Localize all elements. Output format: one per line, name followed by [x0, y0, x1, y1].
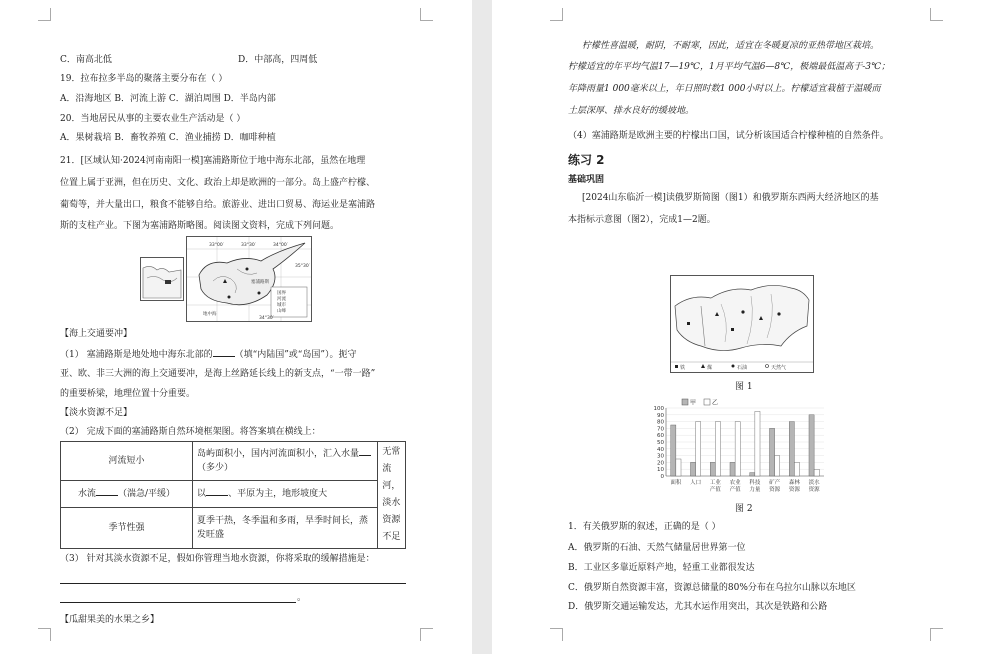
cell-text: 岛屿面积小，国内河流面积小，汇入水量: [197, 449, 360, 460]
table-cell: [193, 480, 378, 508]
question-21-line3: 葡萄等，并大量出口，粮食不能够自给。旅游业、进出口贸易、海运业是塞浦路: [60, 200, 376, 210]
x-tick-label: 矿产资源: [769, 480, 781, 493]
bar-甲: [671, 425, 676, 476]
bar-乙: [715, 422, 720, 476]
bar-乙: [735, 422, 740, 476]
indicator-bar-chart: [648, 396, 830, 498]
crop-mark: [930, 8, 943, 21]
crop-mark: [550, 8, 563, 21]
cell-text: 以: [197, 489, 207, 500]
table-row: [61, 480, 406, 508]
question-1-option-b: B．工业区多靠近原料产地，轻重工业都很发达: [568, 563, 755, 573]
y-tick-label: 30: [657, 453, 664, 460]
legend-label: 石油: [737, 365, 748, 371]
part1-text-a: （1） 塞浦路斯是地处地中海东北部的: [60, 350, 213, 360]
intro-line2: 本指标示意图（图2），完成1—2题。: [568, 215, 716, 225]
subsection-title: 基础巩固: [568, 175, 605, 185]
answer-blank-2[interactable]: [359, 446, 371, 456]
left-page: [0, 0, 472, 654]
table-cell: [61, 480, 193, 508]
table-cell-result: 无常流河，淡水资源不足: [378, 442, 406, 549]
part1-text-b: （填“内陆国”或“岛国”）。扼守: [234, 350, 357, 360]
x-tick-label: 科技力量: [749, 480, 761, 493]
bar-乙: [814, 469, 819, 476]
bar-甲: [789, 422, 794, 476]
section-sea-traffic: 【海上交通要冲】: [60, 329, 133, 339]
bar-甲: [730, 462, 735, 476]
crop-mark: [550, 628, 563, 641]
lemon-line2: 柠檬适宜的年平均气温17—19℃，1月平均气温6—8℃，极端最低温高于-3℃；: [568, 62, 891, 72]
answer-blank-1[interactable]: [213, 347, 235, 357]
table-cell: 季节性强: [61, 508, 193, 549]
russia-map: [670, 275, 814, 373]
answer-blank-4[interactable]: [206, 486, 228, 496]
y-tick-label: 100: [653, 406, 664, 412]
map-label: 34°30′: [259, 316, 274, 321]
section-title: 练习 2: [568, 153, 605, 167]
cell-text: 、平原为主，地形坡度大: [228, 489, 328, 500]
map-label: 塞浦路斯: [251, 280, 269, 285]
part1-line2: 亚、欧、非三大洲的海上交通要冲，是海上丝路延长线上的新支点，“一带一路”: [60, 369, 376, 379]
question-1-option-d: D．俄罗斯交通运输发达，尤其水运作用突出，其次是铁路和公路: [568, 602, 828, 612]
legend-label: 天然气: [771, 365, 787, 371]
crop-mark: [930, 628, 943, 641]
table-cell: 夏季干热，冬季温和多雨，旱季时间长，蒸发旺盛: [193, 508, 378, 549]
legend-label: 乙: [712, 399, 719, 407]
y-tick-label: 60: [657, 433, 664, 440]
part3-instruction: （3） 针对其淡水资源不足，假如你管理当地水资源，你将采取的缓解措施是：: [60, 554, 375, 564]
legend-label: 山峰: [277, 309, 286, 314]
chart-bars: [671, 411, 820, 476]
bar-甲: [710, 462, 715, 476]
cell-text: （多少）: [197, 463, 234, 474]
bar-甲: [690, 462, 695, 476]
chart-legend: [682, 399, 718, 407]
map-label: 33°30′: [241, 243, 256, 248]
x-tick-label: 淡水资源: [808, 480, 820, 493]
legend-label: 煤: [707, 365, 713, 371]
intro-line1: [2024山东临沂一模]读俄罗斯简图（图1）和俄罗斯东西两大经济地区的基: [582, 193, 879, 203]
lemon-line3: 年降雨量1 000毫米以上，年日照时数1 000小时以上。柠檬适宜栽植于温暖而: [568, 84, 881, 94]
crop-mark: [420, 628, 433, 641]
question-19-options: A．沿海地区 B．河流上游 C．湖泊周围 D．半岛内部: [60, 94, 276, 104]
environment-framework-table: [60, 441, 406, 549]
legend-label: 河流: [277, 297, 286, 302]
y-tick-label: 70: [657, 426, 664, 433]
part1-line3: 的重要桥梁，地理位置十分重要。: [60, 389, 196, 399]
x-tick-label: 农业产值: [729, 480, 741, 493]
question-1-option-c: C．俄罗斯自然资源丰富，资源总储量的80%分布在乌拉尔山脉以东地区: [568, 583, 856, 593]
x-tick-label: 工业产值: [709, 480, 721, 493]
bar-乙: [696, 422, 701, 476]
locator-inset-map: [140, 257, 184, 301]
question-20-options: A．果树栽培 B．畜牧养殖 C．渔业捕捞 D．咖啡种植: [60, 133, 276, 143]
y-tick-label: 80: [657, 419, 664, 426]
option-c: C．南高北低: [60, 55, 112, 65]
question-1-option-a: A．俄罗斯的石油、天然气储量居世界第一位: [568, 543, 746, 553]
crop-mark: [420, 8, 433, 21]
map-label: 33°00′: [209, 243, 224, 248]
question-21-line2: 位置上属于亚洲，但在历史、文化、政治上却是欧洲的一部分。岛上盛产柠檬、: [60, 178, 376, 188]
x-tick-label: 森林资源: [788, 480, 800, 493]
chart-grid: [666, 408, 824, 476]
part1-line1: [60, 347, 357, 361]
question-21-line4: 斯的支柱产业。下图为塞浦路斯略图。阅读图文资料，完成下列问题。: [60, 221, 340, 231]
bar-乙: [794, 462, 799, 476]
answer-end-mark: 。: [297, 593, 307, 603]
crop-mark: [38, 8, 51, 21]
figure2-caption: 图 2: [735, 504, 753, 514]
table-row: [61, 442, 406, 481]
y-tick-label: 90: [657, 412, 664, 419]
legend-label: 城市: [277, 303, 286, 308]
question-4: （4）塞浦路斯是欧洲主要的柠檬出口国，试分析该国适合柠檬种植的自然条件。: [568, 131, 889, 141]
legend-label: 国界: [277, 291, 286, 296]
option-d: D．中部高，四周低: [238, 55, 318, 65]
table-row: [61, 508, 406, 549]
y-tick-label: 40: [657, 446, 664, 453]
x-tick-label: 人口: [690, 480, 702, 486]
crop-mark: [38, 628, 51, 641]
y-tick-label: 20: [657, 460, 664, 467]
bar-乙: [775, 456, 780, 476]
section-fruit: 【瓜甜果美的水果之乡】: [60, 615, 160, 625]
map-label: 35°30′: [295, 264, 310, 269]
bar-甲: [769, 428, 774, 476]
lemon-line1: 柠檬性喜温暖，耐阴，不耐寒，因此，适宜在冬暖夏凉的亚热带地区栽培。: [582, 41, 880, 51]
legend-label: 铁: [680, 365, 686, 371]
table-cell: [193, 442, 378, 481]
question-1: 1．有关俄罗斯的叙述，正确的是（ ）: [568, 522, 721, 532]
right-page: [492, 0, 984, 654]
answer-blank-3[interactable]: [96, 486, 118, 496]
map-label: 34°00′: [273, 243, 288, 248]
y-tick-label: 10: [657, 467, 664, 474]
bar-甲: [750, 473, 755, 476]
cyprus-map: [186, 236, 312, 322]
bar-乙: [676, 459, 681, 476]
lemon-line4: 土层深厚、排水良好的缓坡地。: [568, 106, 695, 116]
answer-line-2[interactable]: [60, 602, 296, 603]
cell-text: （湍急/平缓）: [118, 489, 176, 500]
legend-swatch: [682, 399, 688, 405]
x-tick-label: 面积: [670, 480, 682, 486]
table-cell: 河流短小: [61, 442, 193, 481]
section-freshwater: 【淡水资源不足】: [60, 408, 133, 418]
question-21-line1: 21．[区域认知·2024河南南阳一模]塞浦路斯位于地中海东北部，虽然在地理: [60, 156, 366, 166]
answer-line-1[interactable]: [60, 583, 406, 584]
legend-label: 甲: [690, 399, 697, 407]
bar-甲: [809, 415, 814, 476]
part2-instruction: （2） 完成下面的塞浦路斯自然环境框架图。将答案填在横线上：: [60, 427, 321, 437]
y-tick-label: 50: [657, 440, 664, 446]
map-label: 地中海: [203, 312, 217, 317]
cell-text: 水流: [77, 489, 96, 500]
figure1-caption: 图 1: [735, 382, 753, 392]
bar-乙: [755, 411, 760, 476]
question-19: 19．拉布拉多半岛的聚落主要分布在（ ）: [60, 74, 228, 84]
legend-swatch: [704, 399, 710, 405]
y-tick-label: 0: [660, 474, 664, 480]
question-20: 20．当地居民从事的主要农业生产活动是（ ）: [60, 114, 246, 124]
